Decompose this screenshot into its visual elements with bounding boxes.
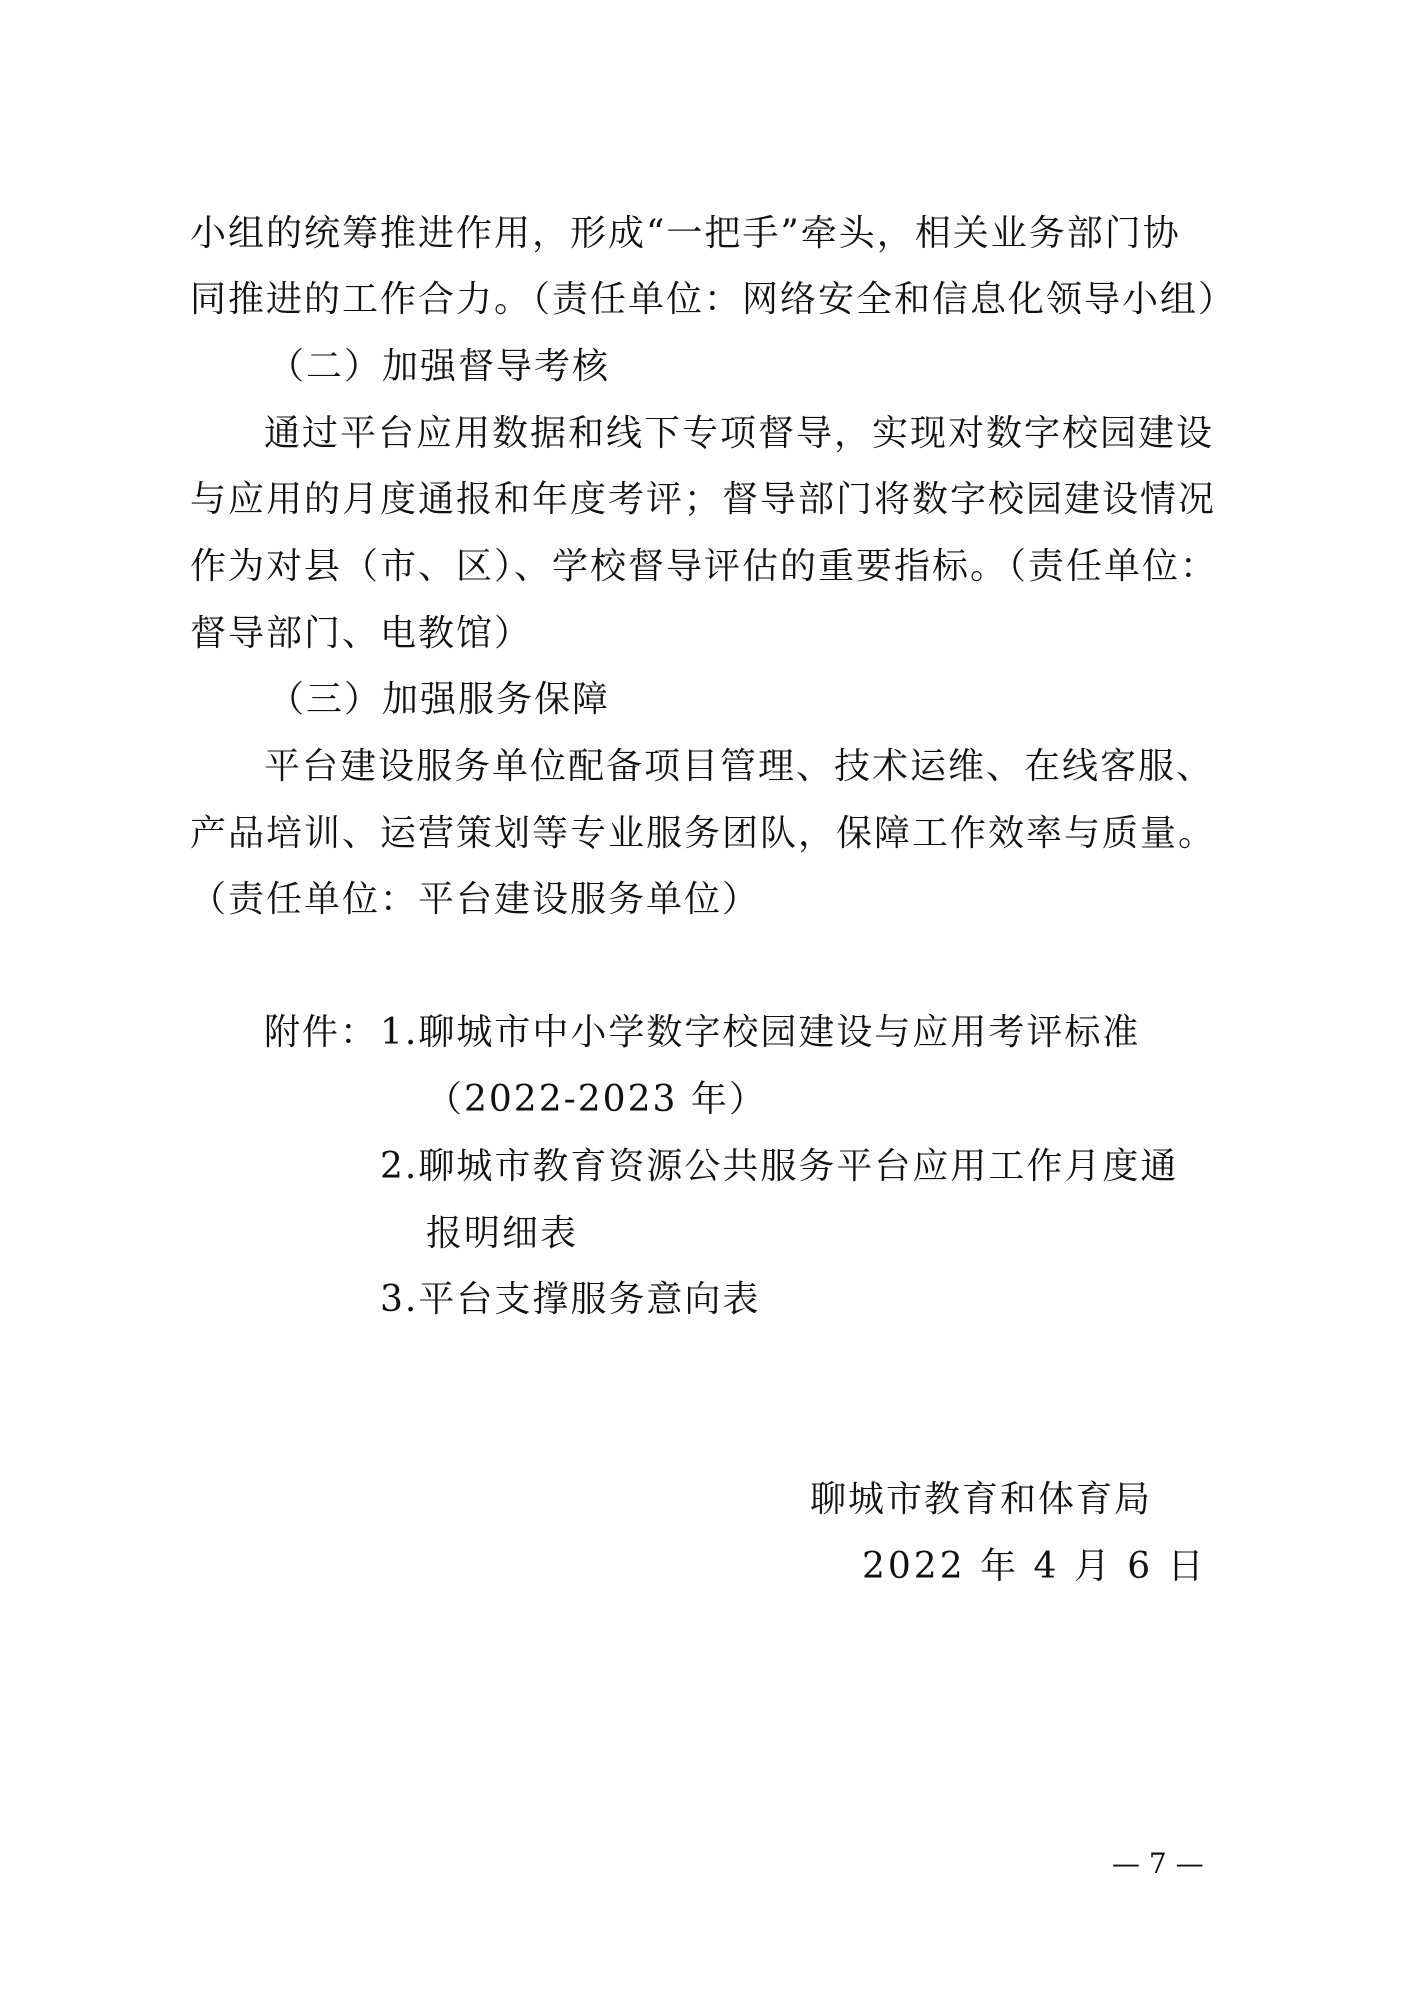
paragraph-3-line-2: 产品培训、运营策划等专业服务团队，保障工作效率与质量。: [190, 813, 1217, 854]
section-heading-2: （二）加强督导考核: [268, 346, 611, 387]
paragraph-1-line-1: 小组的统筹推进作用，形成“一把手”牵头，相关业务部门协: [190, 213, 1181, 254]
attachment-1-line-1: 1.聊城市中小学数字校园建设与应用考评标准: [380, 1012, 1141, 1053]
paragraph-2-line-1: 通过平台应用数据和线下专项督导，实现对数字校园建设: [264, 413, 1215, 454]
page-number: — 7 —: [1112, 1847, 1204, 1880]
paragraph-3-line-1: 平台建设服务单位配备项目管理、技术运维、在线客服、: [264, 746, 1215, 787]
attachment-1-line-2: （2022-2023 年）: [426, 1079, 767, 1120]
attachments-label: 附件：: [264, 1012, 379, 1053]
attachment-3-line-1: 3.平台支撑服务意向表: [380, 1279, 761, 1320]
paragraph-2-line-2: 与应用的月度通报和年度考评；督导部门将数字校园建设情况: [190, 479, 1217, 520]
paragraph-2-line-4: 督导部门、电教馆）: [190, 613, 533, 654]
paragraph-1-line-2: 同推进的工作合力。（责任单位：网络安全和信息化领导小组）: [190, 279, 1237, 320]
paragraph-3-line-3: （责任单位：平台建设服务单位）: [190, 879, 761, 920]
signature-organization: 聊城市教育和体育局: [810, 1479, 1153, 1520]
attachment-2-line-2: 报明细表: [426, 1213, 579, 1254]
signature-date: 2022 年 4 月 6 日: [862, 1546, 1207, 1587]
attachment-2-line-1: 2.聊城市教育资源公共服务平台应用工作月度通: [380, 1146, 1179, 1187]
section-heading-3: （三）加强服务保障: [268, 679, 611, 720]
paragraph-2-line-3: 作为对县（市、区）、学校督导评估的重要指标。（责任单位：: [190, 546, 1219, 587]
